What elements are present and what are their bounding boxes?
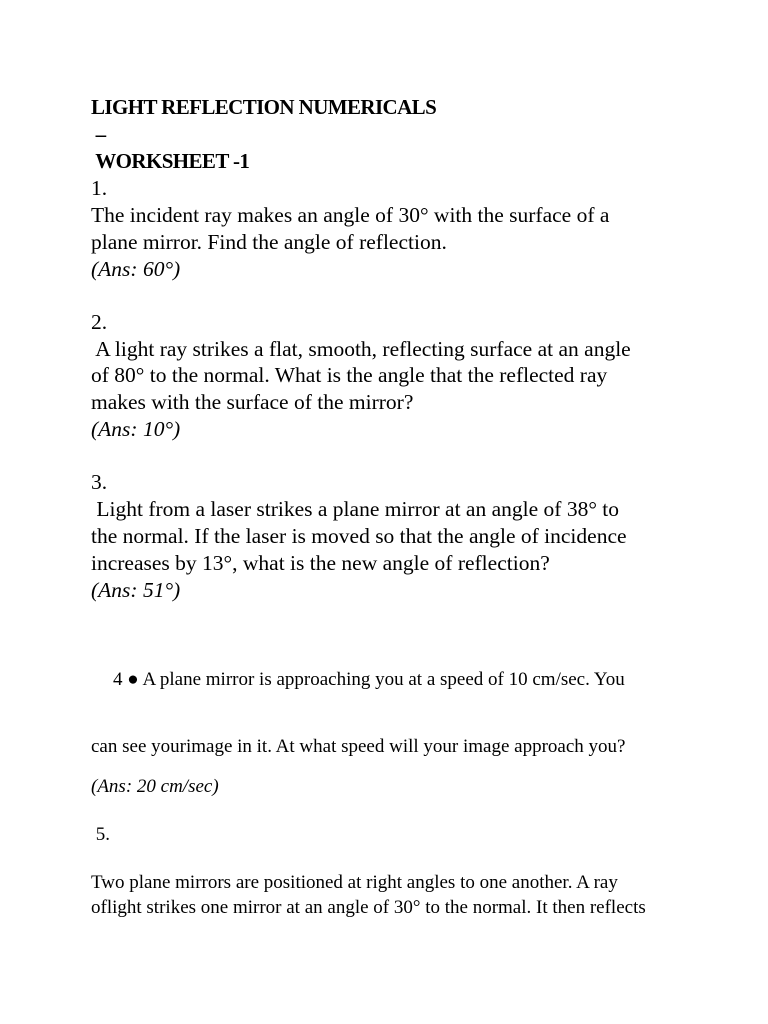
bullet-icon: ● bbox=[127, 669, 139, 690]
question-5-text-line-2: oflight strikes one mirror at an angle of 30° to the normal. It then reflects bbox=[91, 897, 646, 918]
question-3-answer: (Ans: 51°) bbox=[91, 578, 181, 602]
question-3-number: 3. bbox=[91, 470, 108, 494]
worksheet-title-line-1: LIGHT REFLECTION NUMERICALS bbox=[91, 95, 437, 119]
question-1-number: 1. bbox=[91, 176, 108, 200]
question-2-answer: (Ans: 10°) bbox=[91, 417, 181, 441]
question-1-answer: (Ans: 60°) bbox=[91, 257, 181, 281]
question-4-number: 4 bbox=[113, 669, 123, 690]
question-1-text-line-2: plane mirror. Find the angle of reflection. bbox=[91, 230, 447, 254]
question-2-text-line-1: A light ray strikes a flat, smooth, reflecting surface at an angle bbox=[91, 337, 631, 361]
question-3-text-line-2: the normal. If the laser is moved so that the angle of incidence bbox=[91, 524, 627, 548]
question-4-header bbox=[113, 670, 625, 689]
worksheet-title-dash: – bbox=[91, 122, 106, 146]
worksheet-title-line-3: WORKSHEET -1 bbox=[91, 149, 250, 173]
question-2-text-line-2: of 80° to the normal. What is the angle that the reflected ray bbox=[91, 363, 608, 387]
question-3-text-line-1: Light from a laser strikes a plane mirror at an angle of 38° to bbox=[91, 497, 620, 521]
question-5-number: 5. bbox=[91, 824, 110, 845]
question-4-text-line-2: can see yourimage in it. At what speed will your image approach you? bbox=[91, 736, 626, 757]
question-2-number: 2. bbox=[91, 310, 108, 334]
question-4-answer: (Ans: 20 cm/sec) bbox=[91, 776, 219, 797]
question-5-text-line-1: Two plane mirrors are positioned at right angles to one another. A ray bbox=[91, 872, 618, 893]
question-4-text-line-1: A plane mirror is approaching you at a speed of 10 cm/sec. You bbox=[142, 669, 625, 690]
question-3-text-line-3: increases by 13°, what is the new angle of reflection? bbox=[91, 551, 550, 575]
question-2-text-line-3: makes with the surface of the mirror? bbox=[91, 390, 414, 414]
question-1-text-line-1: The incident ray makes an angle of 30° with the surface of a bbox=[91, 203, 610, 227]
